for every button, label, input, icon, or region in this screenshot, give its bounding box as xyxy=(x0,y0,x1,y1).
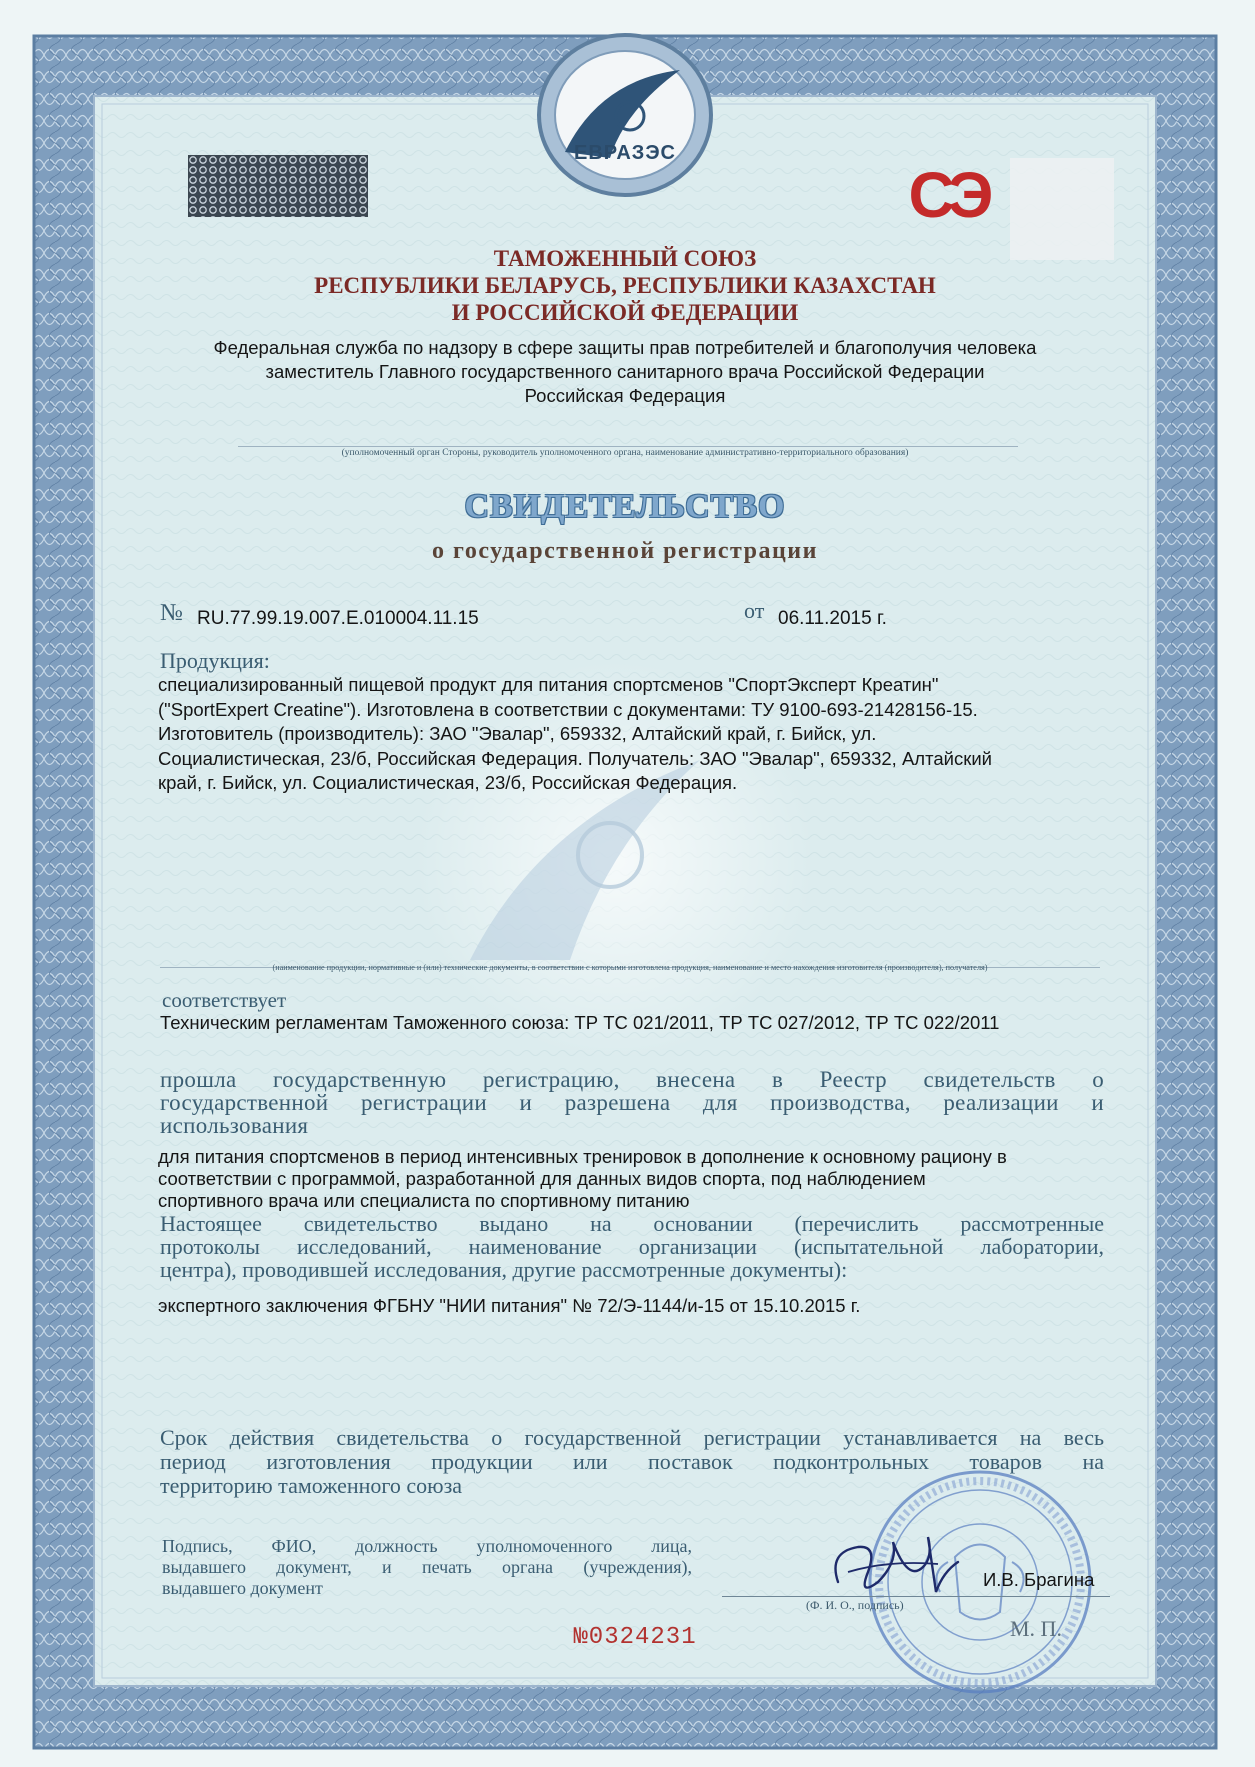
basis-text: экспертного заключения ФГБНУ "НИИ питания" № 72/Э-1144/и-15 от 15.10.2015 г. xyxy=(158,1295,861,1316)
registration-line: прошла государственную регистрацию, внесена в Реестр свидетельств о xyxy=(160,1067,1104,1092)
certificate-date: 06.11.2015 г. xyxy=(778,608,887,629)
product-line: Социалистическая, 23/б, Российская Федерация. Получатель: ЗАО "Эвалар", 659332, Алтайский xyxy=(158,747,992,769)
handwritten-signature xyxy=(818,1512,968,1612)
authority-caption: (уполномоченный орган Стороны, руководитель уполномоченного органа, наименование административно-территориального образования) xyxy=(341,448,909,458)
emblem-label: ЕВРАЗЭС xyxy=(573,142,676,164)
product-label: Продукция: xyxy=(160,648,270,673)
product-line: Изготовитель (производитель): ЗАО "Эвалар", 659332, Алтайский край, г. Бийск, ул. xyxy=(158,723,877,744)
eurasec-emblem xyxy=(530,30,720,200)
conformity-text: Техническим регламентам Таможенного союза: ТР ТС 021/2011, ТР ТС 027/2012, ТР ТС 022/2011 xyxy=(160,1012,1000,1033)
authority-line-1: Федеральная служба по надзору в сфере защиты прав потребителей и благополучия человека xyxy=(213,337,1037,358)
certificate-title: СВИДЕТЕЛЬСТВО xyxy=(464,488,786,525)
basis-line: центра), проводившей исследования, другие рассмотренные документы): xyxy=(160,1257,848,1282)
registration-statement xyxy=(160,1068,1104,1137)
signature-label-line: Подпись, ФИО, должность уполномоченного лица, xyxy=(162,1536,692,1556)
signature-caption: (Ф. И. О., подпись) xyxy=(806,1598,904,1612)
certificate-number: RU.77.99.19.007.Е.010004.11.15 xyxy=(197,608,479,629)
registration-line: использования xyxy=(160,1113,309,1138)
signature-label-line: выдавшего документ, и печать органа (учреждения), xyxy=(162,1557,692,1577)
authority-block xyxy=(140,336,1110,408)
seal-place-label: М. П. xyxy=(1010,1616,1062,1641)
usage-text xyxy=(158,1146,1108,1212)
validity-line: период изготовления продукции или поставок подконтрольных товаров на xyxy=(160,1449,1104,1474)
usage-line: спортивного врача или специалиста по спортивному питанию xyxy=(158,1190,690,1211)
validity-line: территорию таможенного союза xyxy=(160,1473,463,1498)
hologram-patch xyxy=(188,155,368,217)
union-title-line-3: И РОССИЙСКОЙ ФЕДЕРАЦИИ xyxy=(451,300,799,325)
product-caption: (наименование продукции, нормативные и (или) технические документы, в соответствии с которыми изготовлена продукция, наименование и место нахождения изготовителя (производителя), получателя) xyxy=(272,963,988,972)
authority-rule xyxy=(238,446,1018,447)
signature-rule xyxy=(722,1596,1110,1597)
authority-line-2: заместитель Главного государственного санитарного врача Российской Федерации xyxy=(265,361,985,382)
signer-name: И.В. Брагина xyxy=(983,1569,1095,1590)
date-label: от xyxy=(744,598,765,623)
authority-line-3: Российская Федерация xyxy=(524,385,726,406)
number-label: № xyxy=(160,600,183,626)
signature-label-line: выдавшего документ xyxy=(162,1578,323,1598)
usage-line: соответствии с программой, разработанной для данных видов спорта, под наблюдением xyxy=(158,1168,926,1189)
registration-line: государственной регистрации и разрешена для производства, реализации и xyxy=(160,1090,1104,1115)
basis-statement xyxy=(160,1212,1104,1281)
conformity-label: соответствует xyxy=(162,988,287,1012)
product-line: ("SportExpert Creatine"). Изготовлена в соответствии с документами: ТУ 9100-693-21428156-15. xyxy=(158,698,978,720)
union-title-line-2: РЕСПУБЛИКИ БЕЛАРУСЬ, РЕСПУБЛИКИ КАЗАХСТАН xyxy=(314,273,936,298)
product-line: край, г. Бийск, ул. Социалистическая, 23/б, Российская Федерация. xyxy=(158,772,738,793)
usage-line: для питания спортсменов в период интенсивных тренировок в дополнение к основному рациону в xyxy=(158,1146,1007,1167)
form-serial-number: №0324231 xyxy=(573,1624,697,1651)
union-title xyxy=(150,245,1100,326)
conformity-mark: СЭ xyxy=(908,159,988,231)
product-line: специализированный пищевой продукт для питания спортсменов "СпортЭксперт Креатин" xyxy=(158,674,939,695)
validity-line: Срок действия свидетельства о государственной регистрации устанавливается на весь xyxy=(160,1425,1104,1450)
certificate-subtitle: о государственной регистрации xyxy=(432,538,818,564)
union-title-line-1: ТАМОЖЕННЫЙ СОЮЗ xyxy=(493,246,757,271)
basis-line: Настоящее свидетельство выдано на основании (перечислить рассмотренные xyxy=(160,1211,1104,1236)
basis-line: протоколы исследований, наименование организации (испытательной лаборатории, xyxy=(160,1234,1104,1259)
signature-label xyxy=(162,1536,692,1599)
product-description xyxy=(158,673,1098,796)
